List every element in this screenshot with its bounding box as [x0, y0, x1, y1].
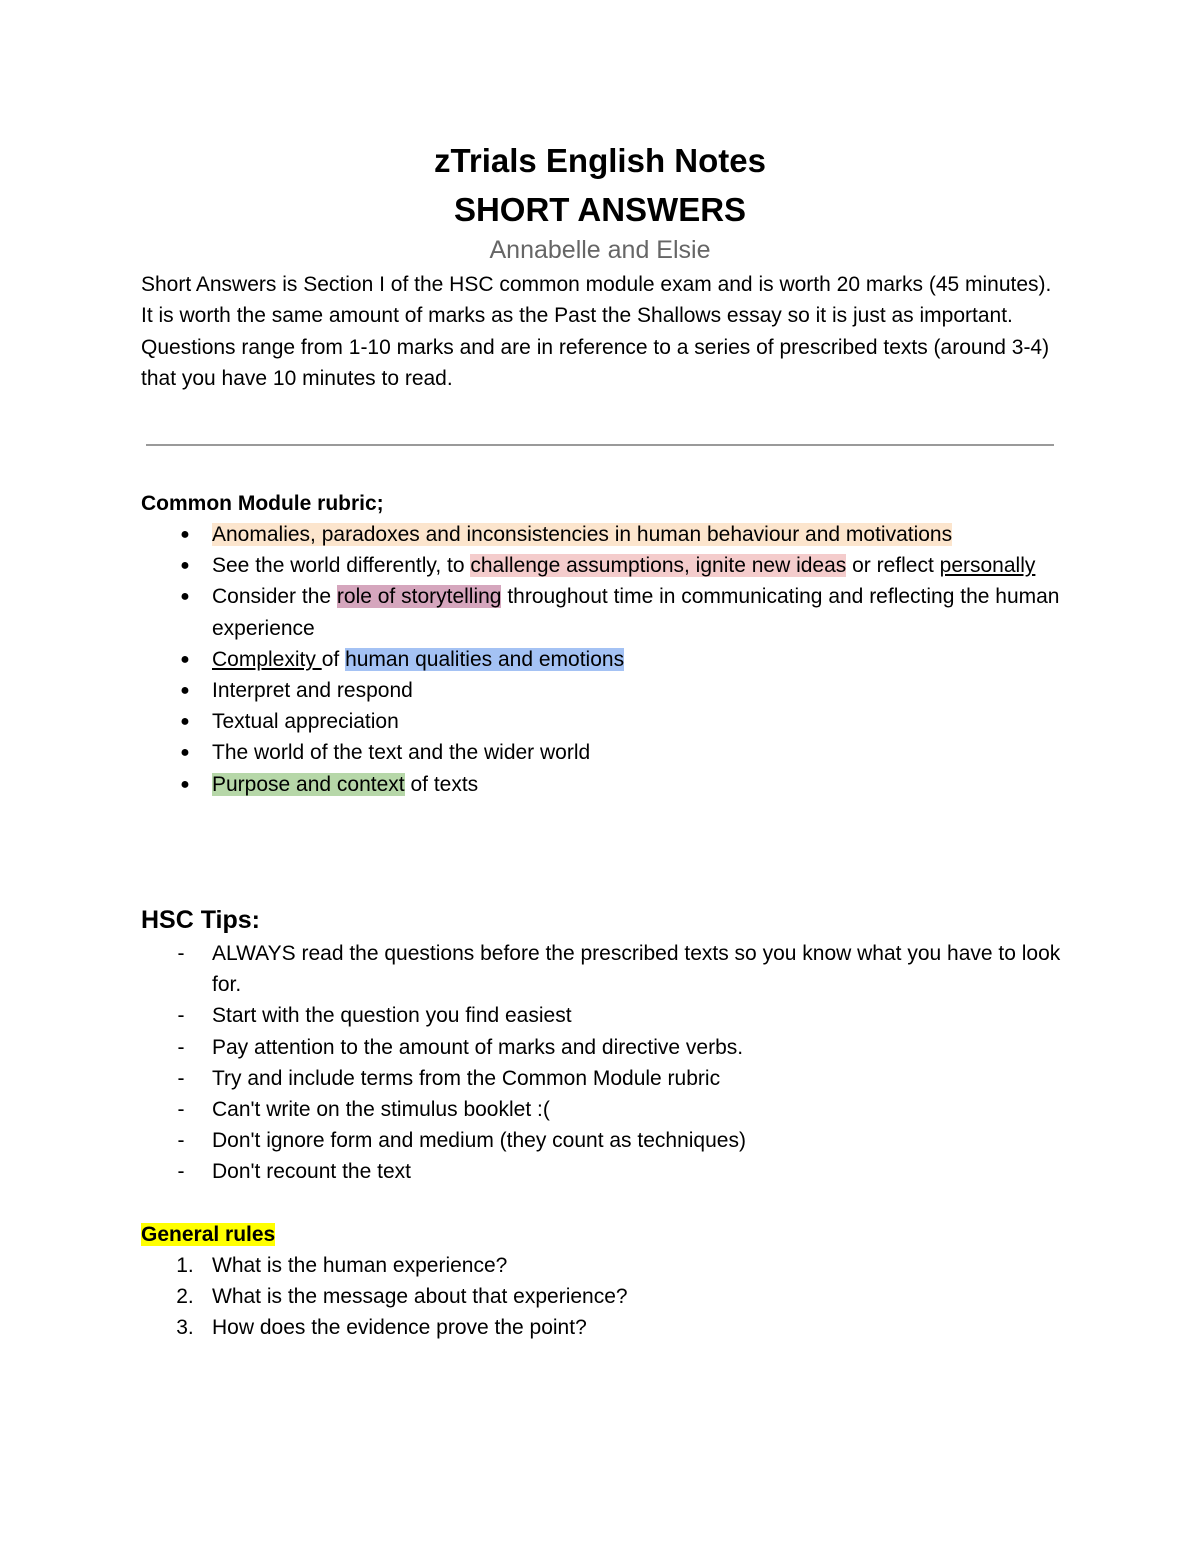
list-item	[141, 644, 1061, 675]
list-text: Textual appreciation	[212, 710, 399, 734]
tips-list	[141, 938, 1061, 1188]
list-text: Pay attention to the amount of marks and directive verbs.	[212, 1035, 744, 1059]
list-text: See the world differently, to	[212, 554, 471, 578]
bullet-icon: ●	[180, 682, 190, 700]
bullet-icon: ●	[180, 588, 190, 606]
list-item	[141, 550, 1061, 581]
list-text: Interpret and respond	[212, 679, 413, 703]
dash-icon: -	[177, 1160, 185, 1184]
list-text: Start with the question you find easiest	[212, 1004, 572, 1028]
highlighted-heading: General rules	[141, 1223, 276, 1246]
document-title: zTrials English Notes	[434, 142, 766, 179]
dash-icon: -	[177, 942, 185, 965]
list-item	[141, 675, 1061, 706]
list-item	[141, 1063, 1061, 1094]
list-item	[141, 737, 1061, 768]
list-item	[141, 1156, 1061, 1187]
rules-heading	[141, 1219, 275, 1250]
number-marker: 1.	[176, 1254, 194, 1277]
list-text: Consider the	[212, 585, 337, 609]
list-item	[141, 1094, 1061, 1125]
list-item	[141, 1281, 1061, 1312]
rubric-heading: Common Module rubric;	[141, 492, 384, 515]
underlined-text: Complexity	[212, 647, 322, 671]
list-text: of	[321, 647, 346, 671]
number-marker: 3.	[176, 1316, 194, 1340]
list-item	[141, 769, 1061, 800]
list-item	[141, 581, 1061, 643]
highlighted-text: challenge assumptions, ignite new ideas	[470, 554, 847, 578]
list-item	[141, 706, 1061, 737]
document-subtitle-heading: SHORT ANSWERS	[453, 191, 747, 228]
underlined-text: personally	[939, 554, 1036, 578]
list-text: of texts	[404, 772, 479, 796]
list-text: Try and include terms from the Common Module rubric	[212, 1066, 721, 1090]
list-text: ALWAYS read the questions before the prescribed texts so you know what you have to look for.	[212, 942, 1061, 997]
list-item	[141, 1250, 1061, 1281]
rubric-list	[141, 519, 1061, 800]
horizontal-divider	[146, 444, 1054, 446]
list-text: What is the human experience?	[212, 1254, 508, 1277]
list-text: The world of the text and the wider world	[212, 741, 591, 765]
bullet-icon: ●	[180, 526, 190, 543]
bullet-icon: ●	[180, 650, 190, 668]
list-text: Can't write on the stimulus booklet :(	[212, 1098, 550, 1122]
dash-icon: -	[177, 1004, 185, 1028]
list-text: What is the message about that experience?	[212, 1285, 628, 1309]
intro-paragraph-1: Short Answers is Section I of the HSC common module exam and is worth 20 marks (45 minutes). It is worth the same amount of marks as the Past the Shallows essay so it is just as important.	[141, 273, 1052, 328]
list-item	[141, 938, 1061, 1000]
highlighted-text: role of storytelling	[336, 585, 502, 609]
list-item	[141, 1032, 1061, 1063]
highlighted-text: Purpose and context	[212, 772, 405, 796]
number-marker: 2.	[176, 1285, 194, 1309]
bullet-icon: ●	[180, 557, 190, 575]
rules-list	[141, 1250, 1061, 1344]
list-text: or reflect	[846, 554, 940, 578]
list-item	[141, 1000, 1061, 1031]
list-text: How does the evidence prove the point?	[212, 1316, 587, 1340]
list-item	[141, 1125, 1061, 1156]
list-item	[141, 1312, 1061, 1343]
authors-line: Annabelle and Elsie	[489, 236, 711, 264]
highlighted-text: human qualities and emotions	[345, 647, 625, 671]
dash-icon: -	[177, 1035, 185, 1059]
bullet-icon: ●	[180, 775, 190, 793]
dash-icon: -	[177, 1129, 185, 1153]
list-text: Don't ignore form and medium (they count as techniques)	[212, 1129, 746, 1153]
bullet-icon: ●	[180, 713, 190, 731]
dash-icon: -	[177, 1098, 185, 1122]
dash-icon: -	[177, 1066, 185, 1090]
tips-heading: HSC Tips:	[141, 906, 260, 934]
intro-section	[141, 269, 1061, 395]
list-text: Don't recount the text	[212, 1160, 411, 1184]
highlighted-text: Anomalies, paradoxes and inconsistencies in human behaviour and motivations	[212, 523, 953, 546]
list-text: throughout time in communicating and reflecting the human experience	[212, 585, 1060, 640]
bullet-icon: ●	[180, 744, 190, 762]
list-item	[141, 519, 1061, 550]
intro-paragraph-2: Questions range from 1-10 marks and are in reference to a series of prescribed texts (around 3-4) that you have 10 minutes to read.	[141, 335, 1050, 391]
